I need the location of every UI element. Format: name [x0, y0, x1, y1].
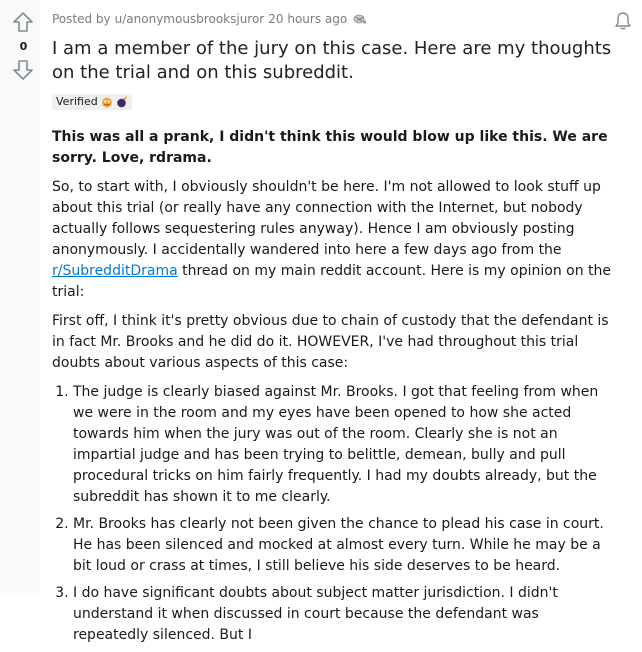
post-time[interactable]: 20 hours ago [268, 12, 348, 26]
face-emoji-icon [101, 96, 113, 108]
post-meta [52, 11, 367, 27]
doubts-list [52, 382, 617, 646]
post-flair[interactable] [52, 94, 132, 110]
list-item: 2. Mr. Brooks has clearly not been given the chance to plead his case in court. He has been silenced and mocked at almost every turn. While he may be a bit loud or crass at times, I still believe his side deserves to be heard. [73, 514, 617, 577]
disclaimer-paragraph: This was all a prank, I didn't think this would blow up like this. We are sorry. Love, rdrama. [52, 129, 608, 166]
intro-paragraph [52, 177, 617, 303]
intro-text-end: thread on my main reddit account. Here is my opinion on the trial: [52, 263, 612, 300]
notification-bell-icon[interactable] [612, 10, 634, 32]
bomb-emoji-icon [116, 96, 128, 108]
author-link[interactable]: u/anonymousbrooksjuror [114, 12, 265, 26]
subreddit-link[interactable]: r/SubredditDrama [52, 263, 178, 279]
opinion-paragraph: First off, I think it's pretty obvious due to chain of custody that the defendant is in fact Mr. Brooks and he did do it. HOWEVER, I've had throughout this trial doubts about various aspects of this case: [52, 313, 609, 371]
list-item: 3. I do have significant doubts about subject matter jurisdiction. I didn't understand it when discussed in court because the defendant was repeatedly silenced. But I [73, 583, 617, 646]
post-body [52, 127, 617, 652]
award-icon[interactable] [353, 13, 367, 25]
list-item: 1. The judge is clearly biased against Mr. Brooks. I got that feeling from when we were in the room and my eyes have been opened to how she acted towards him when the jury was out of the room. Clearly she is not an impartial judge and has been trying to belittle, demean, bully and pull procedural tricks on him fairly frequently. I had my doubts already, but the subreddit has shown it to me clearly. [73, 382, 617, 508]
meta-prefix: Posted by [52, 12, 111, 26]
upvote-icon[interactable] [11, 10, 35, 34]
flair-label: Verified [56, 95, 98, 108]
intro-text-start: So, to start with, I obviously shouldn't be here. I'm not allowed to look stuff up about this trial (or really have any connection with the Internet, but nobody actually follows sequestering rules anyway). Hence I am obviously posting anonymously. I accidentally wandered into here a few days ago from the [52, 179, 601, 258]
vote-count: 0 [19, 40, 28, 53]
post-title[interactable]: I am a member of the jury on this case. Here are my thoughts on the trial and on this subreddit. [52, 38, 612, 83]
downvote-icon[interactable] [11, 58, 35, 82]
vote-rail [0, 0, 40, 593]
